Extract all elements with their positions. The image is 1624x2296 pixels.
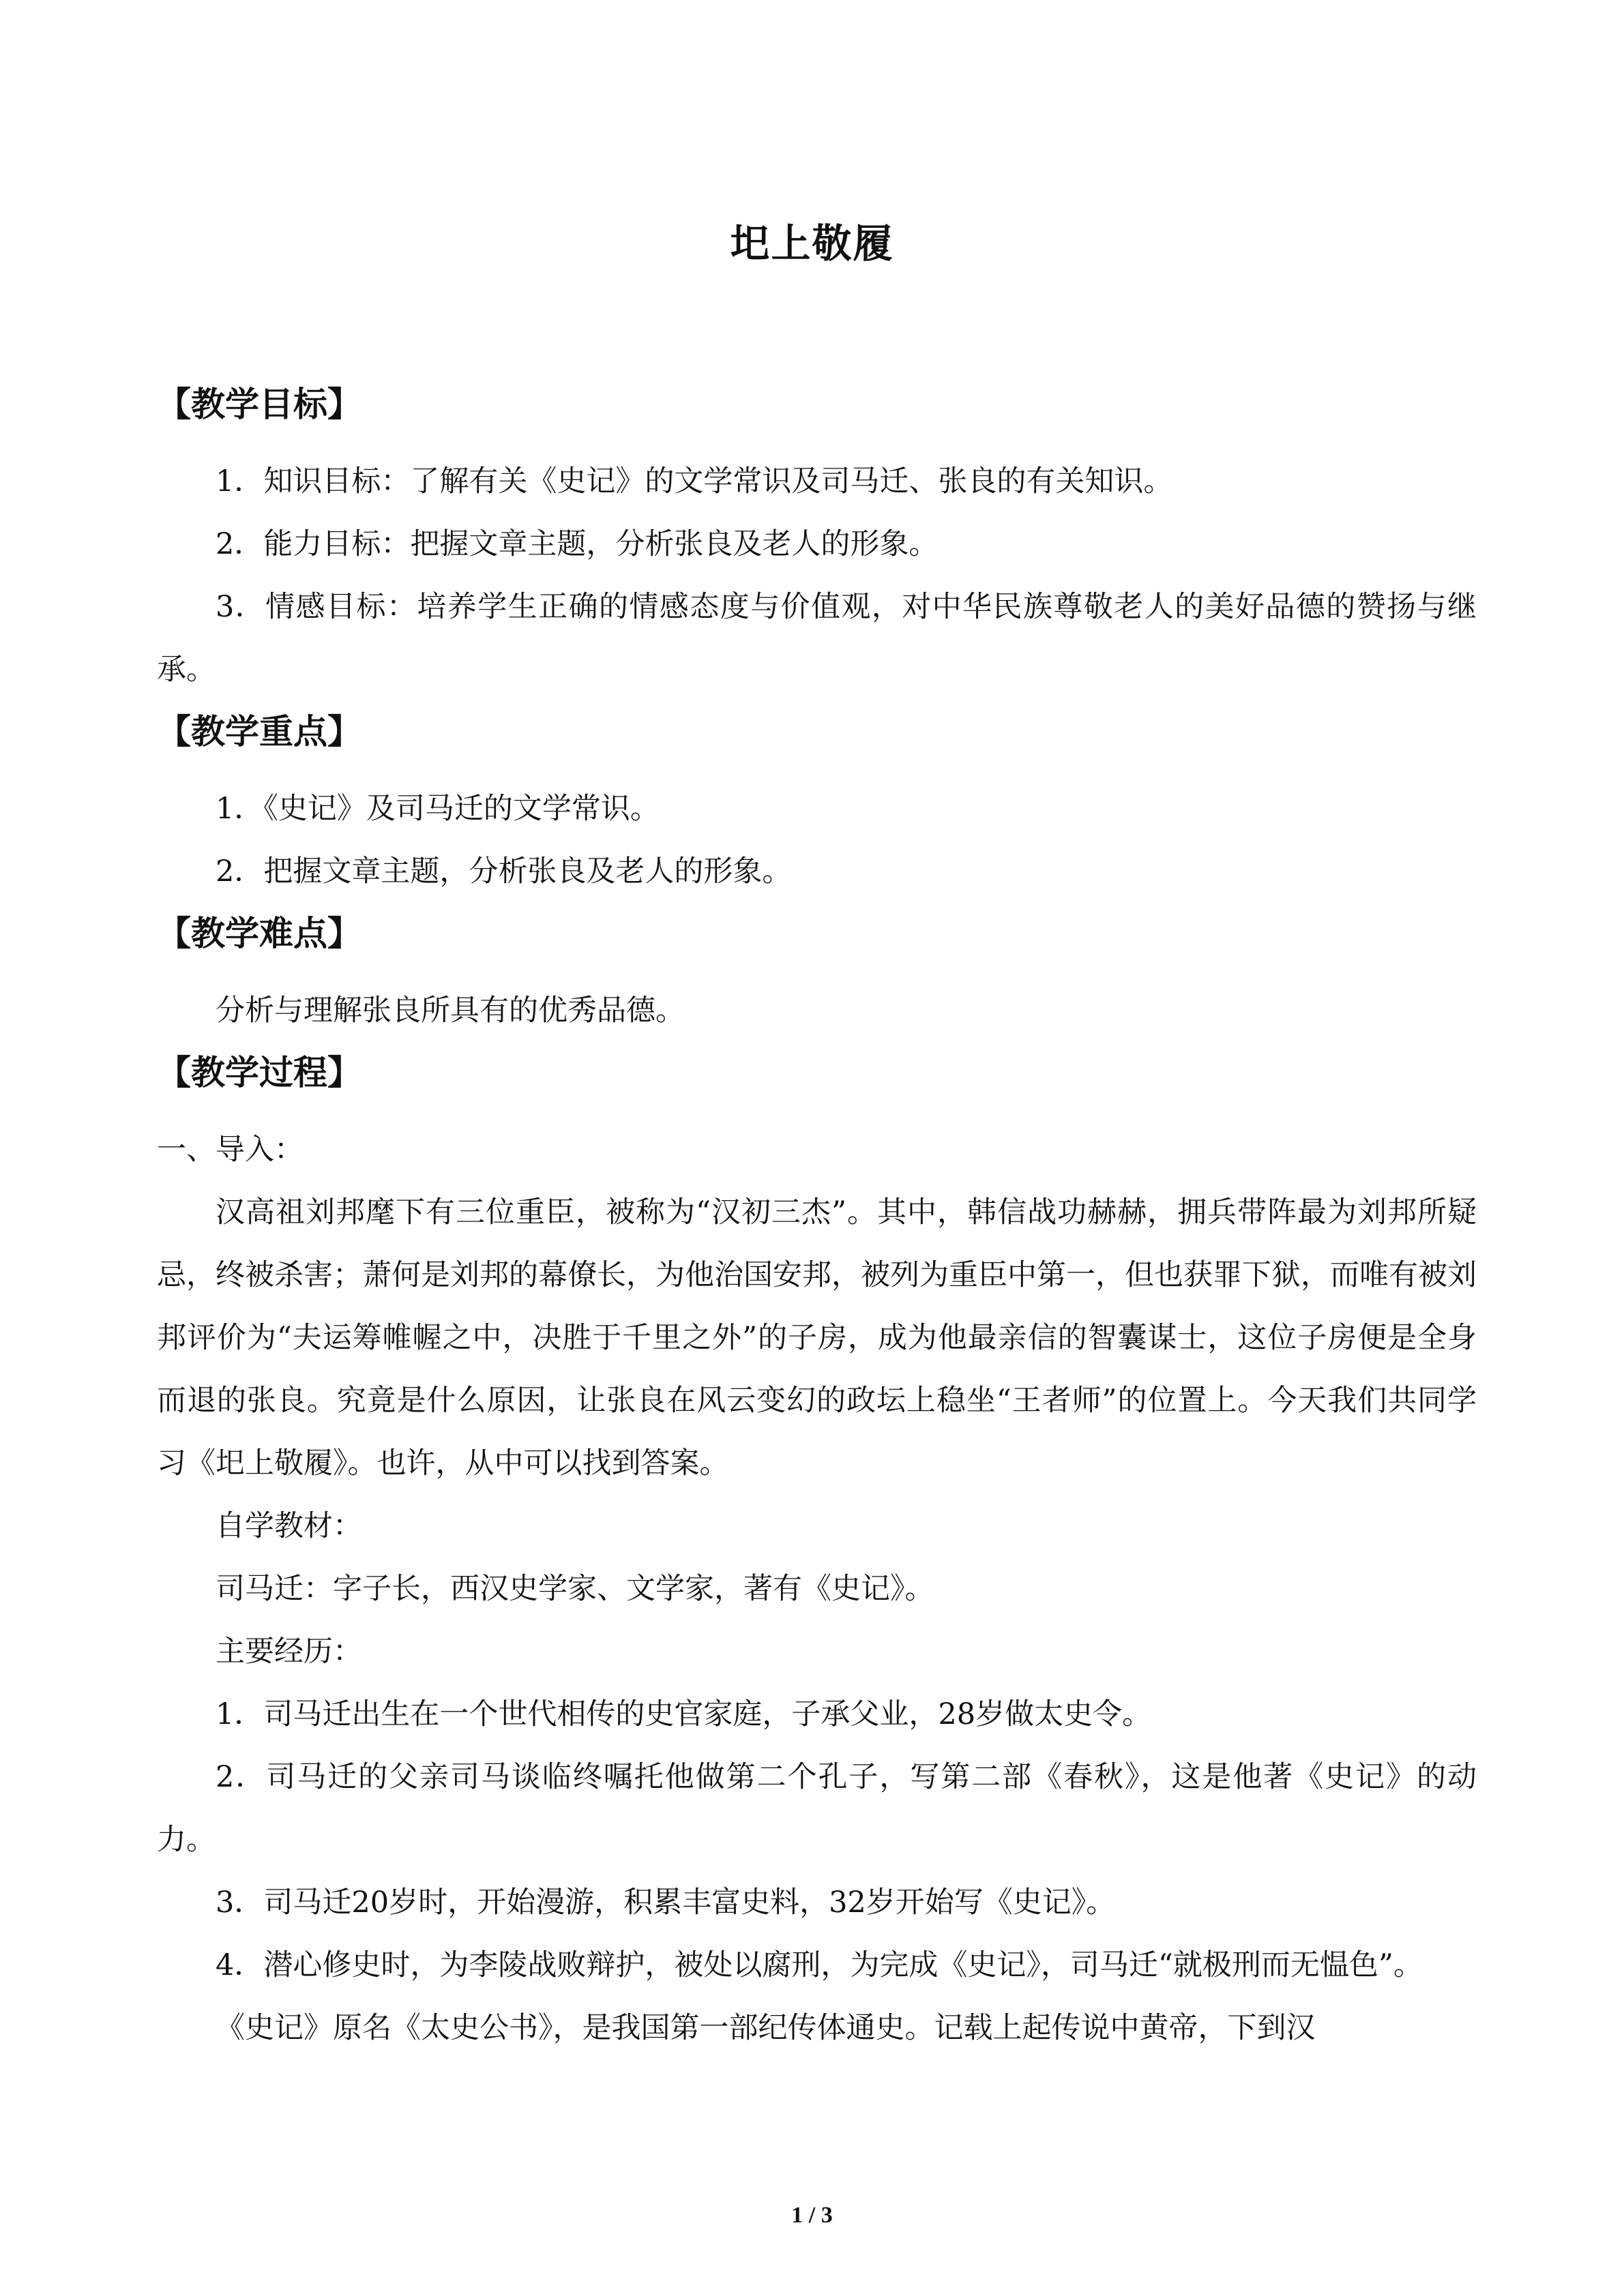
author-intro: 司马迁：字子长，西汉史学家、文学家，著有《史记》。: [216, 1572, 934, 1606]
experience-item: 3．司马迁20岁时，开始漫游，积累丰富史料，32岁开始写《史记》。: [216, 1885, 1116, 1920]
section-key-points: [157, 709, 1477, 903]
goal-item: 3．情感目标：培养学生正确的情感态度与价值观，对中华民族尊敬老人的美好品德的赞扬与继承。: [157, 590, 1477, 687]
key-point-item: 2．把握文章主题，分析张良及老人的形象。: [216, 854, 792, 889]
goal-item: 2．能力目标：把握文章主题，分析张良及老人的形象。: [216, 527, 939, 561]
document-body: [157, 382, 1477, 2059]
page-number: 1 / 3: [791, 2203, 833, 2228]
experience-item: 4．潜心修史时，为李陵战败辩护，被处以腐刑，为完成《史记》，司马迁“就极刑而无愠色”。: [216, 1948, 1423, 1982]
self-study-label: 自学教材：: [216, 1509, 362, 1543]
section-heading-key-points: 【教学重点】: [157, 712, 361, 751]
section-process: [157, 1050, 1477, 2059]
page-title: 圯上敬履: [730, 220, 894, 267]
difficulty-item: 分析与理解张良所具有的优秀品德。: [216, 994, 685, 1028]
section-difficulties: [157, 911, 1477, 1042]
experience-item: 2．司马迁的父亲司马谈临终嘱托他做第二个孔子，写第二部《春秋》，这是他著《史记》的动力。: [157, 1760, 1477, 1857]
section-heading-difficulties: 【教学难点】: [157, 914, 361, 953]
key-point-item: 1．《史记》及司马迁的文学常识。: [216, 792, 660, 826]
goal-item: 1．知识目标：了解有关《史记》的文学常识及司马迁、张良的有关知识。: [216, 464, 1173, 498]
experience-item: 1．司马迁出生在一个世代相传的史官家庭，子承父业，28岁做太史令。: [216, 1697, 1152, 1731]
intro-paragraph: 汉高祖刘邦麾下有三位重臣，被称为“汉初三杰”。其中，韩信战功赫赫，拥兵带阵最为刘邦所疑忌，终被杀害；萧何是刘邦的幕僚长，为他治国安邦，被列为重臣中第一，但也获罪下狱，而唯有被刘邦评价为“夫运筹帷幄之中，决胜于千里之外”的子房，成为他最亲信的智囊谋士，这位子房便是全身而退的张良。究竟是什么原因，让张良在风云变幻的政坛上稳坐“王者师”的位置上。今天我们共同学习《圯上敬履》。也许，从中可以找到答案。: [157, 1195, 1477, 1480]
section-goals: [157, 382, 1477, 701]
experience-label: 主要经历：: [216, 1635, 362, 1669]
section-heading-process: 【教学过程】: [157, 1053, 361, 1092]
shiji-paragraph: 《史记》原名《太史公书》，是我国第一部纪传体通史。记载上起传说中黄帝，下到汉: [216, 2011, 1316, 2045]
section-heading-goals: 【教学目标】: [157, 385, 361, 424]
intro-label: 一、导入：: [157, 1133, 304, 1167]
